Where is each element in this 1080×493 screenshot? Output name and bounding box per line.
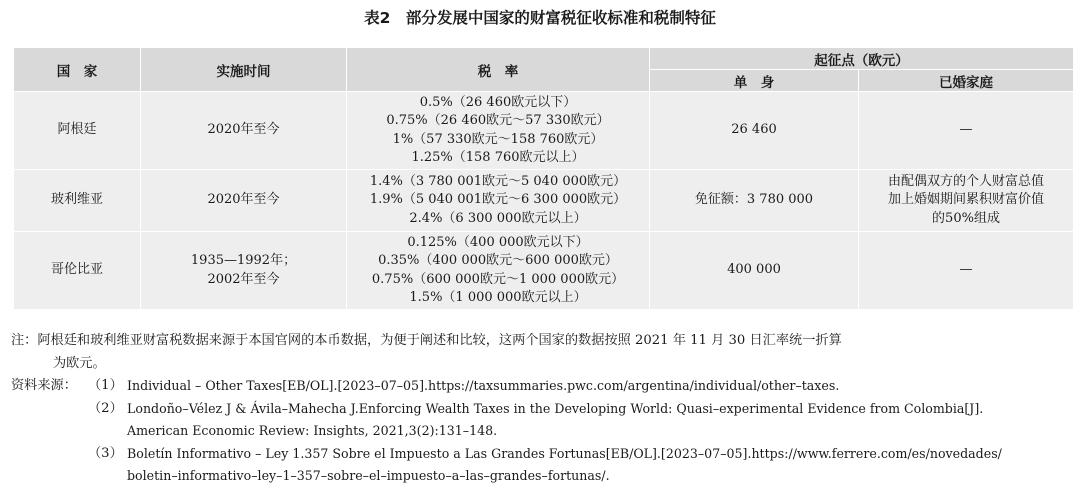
cell-rate (347, 170, 650, 232)
source-line: American Economic Review: Insights, 2021,3(2):131–148. (127, 423, 498, 438)
cell-time-line: 1935—1992年； (190, 253, 297, 268)
header-threshold: 起征点（欧元） (650, 48, 1074, 70)
cell-rate (347, 232, 650, 310)
source-number: （2） (88, 400, 123, 416)
cell-rate-line: 1.25%（158 760欧元以上） (411, 150, 585, 165)
cell-time (141, 170, 347, 232)
cell-rate-line: 1.9%（5 040 001欧元～6 300 000欧元） (369, 192, 627, 208)
note-line: 为欧元。 (53, 355, 106, 371)
cell-rate-line: 0.5%（26 460欧元以下） (419, 94, 577, 110)
cell-rate-line: 0.35%（400 000欧元～600 000欧元） (378, 253, 618, 268)
cell-country (14, 232, 141, 310)
cell-time (141, 232, 347, 310)
cell-time-line: 2020年至今 (207, 192, 280, 208)
source-line: Individual – Other Taxes[EB/OL].[2023–07–05].https://taxsummaries.pwc.com/argentina/individual/other–taxes. (127, 378, 840, 393)
cell-rate (347, 92, 650, 170)
source-item (11, 443, 1073, 488)
cell-country (14, 170, 141, 232)
cell-married (859, 170, 1074, 232)
cell-married-line: 的50%组成 (932, 210, 1000, 226)
cell-time-line: 2002年至今 (207, 271, 280, 287)
table-row (14, 92, 1074, 170)
cell-rate-line: 1%（57 330欧元～158 760欧元） (392, 131, 604, 147)
source-number: （3） (88, 445, 123, 461)
table-title: 表2 部分发展中国家的财富税征收标准和税制特征 (364, 9, 716, 27)
source-number: （1） (88, 378, 123, 393)
cell-country (14, 92, 141, 170)
cell-rate-line: 0.75%（26 460欧元～57 330欧元） (386, 113, 610, 128)
table-note (11, 330, 1073, 375)
cell-time-line: 2020年至今 (207, 122, 280, 138)
source-line: Boletín Informativo – Ley 1.357 Sobre el Impuesto a Las Grandes Fortunas[EB/OL].[2023–07–05].https://www.ferrere.com/es/novedades/ (127, 445, 1002, 461)
cell-rate-line: 1.4%（3 780 001欧元～5 040 000欧元） (369, 173, 627, 189)
source-item (11, 375, 1073, 398)
header-country: 国 家 (14, 48, 141, 92)
cell-married-line: — (959, 122, 973, 138)
cell-single (650, 170, 859, 232)
cell-single-line: 26 460 (731, 122, 777, 138)
sources-list (11, 375, 1073, 488)
cell-married (859, 232, 1074, 310)
header-single: 单 身 (650, 70, 859, 92)
cell-rate-line: 1.5%（1 000 000欧元以上） (409, 290, 587, 305)
source-line: Londoño–Vélez J & Ávila–Mahecha J.Enforcing Wealth Taxes in the Developing World: Quasi–experimental Evidence from Colombia[J]. (127, 400, 984, 416)
table-row (14, 170, 1074, 232)
wealth-tax-table (13, 47, 1074, 310)
cell-rate-line: 0.125%（400 000欧元以下） (407, 234, 589, 250)
cell-single (650, 232, 859, 310)
cell-married-line: 由配偶双方的个人财富总值 (887, 173, 1044, 189)
cell-country-line: 哥伦比亚 (50, 262, 103, 278)
note-line: 注：阿根廷和玻利维亚财富税数据来源于本国官网的本币数据，为便于阐述和比较，这两个国家的数据按照 2021 年 11 月 30 日汇率统一折算 (11, 333, 842, 348)
cell-rate-line: 0.75%（600 000欧元～1 000 000欧元） (371, 271, 625, 287)
cell-country-line: 玻利维亚 (50, 192, 103, 208)
notes-section (11, 330, 1073, 488)
cell-time (141, 92, 347, 170)
source-item (11, 398, 1073, 443)
cell-single (650, 92, 859, 170)
cell-married (859, 92, 1074, 170)
sources-label: 资料来源： (11, 378, 77, 393)
cell-single-line: 400 000 (727, 262, 781, 278)
cell-rate-line: 2.4%（6 300 000欧元以上） (409, 210, 587, 226)
cell-single-line: 免征额：3 780 000 (694, 192, 814, 208)
cell-married-line: 加上婚姻期间累积财富价值 (887, 192, 1044, 208)
header-rate: 税 率 (347, 48, 650, 92)
cell-country-line: 阿根廷 (57, 122, 97, 138)
cell-married-line: — (959, 262, 973, 278)
table-row (14, 232, 1074, 310)
source-line: boletin–informativo–ley–1–357–sobre–el–impuesto–a–las–grandes–fortunas/. (127, 468, 610, 483)
header-time: 实施时间 (141, 48, 347, 92)
header-married: 已婚家庭 (859, 70, 1074, 92)
